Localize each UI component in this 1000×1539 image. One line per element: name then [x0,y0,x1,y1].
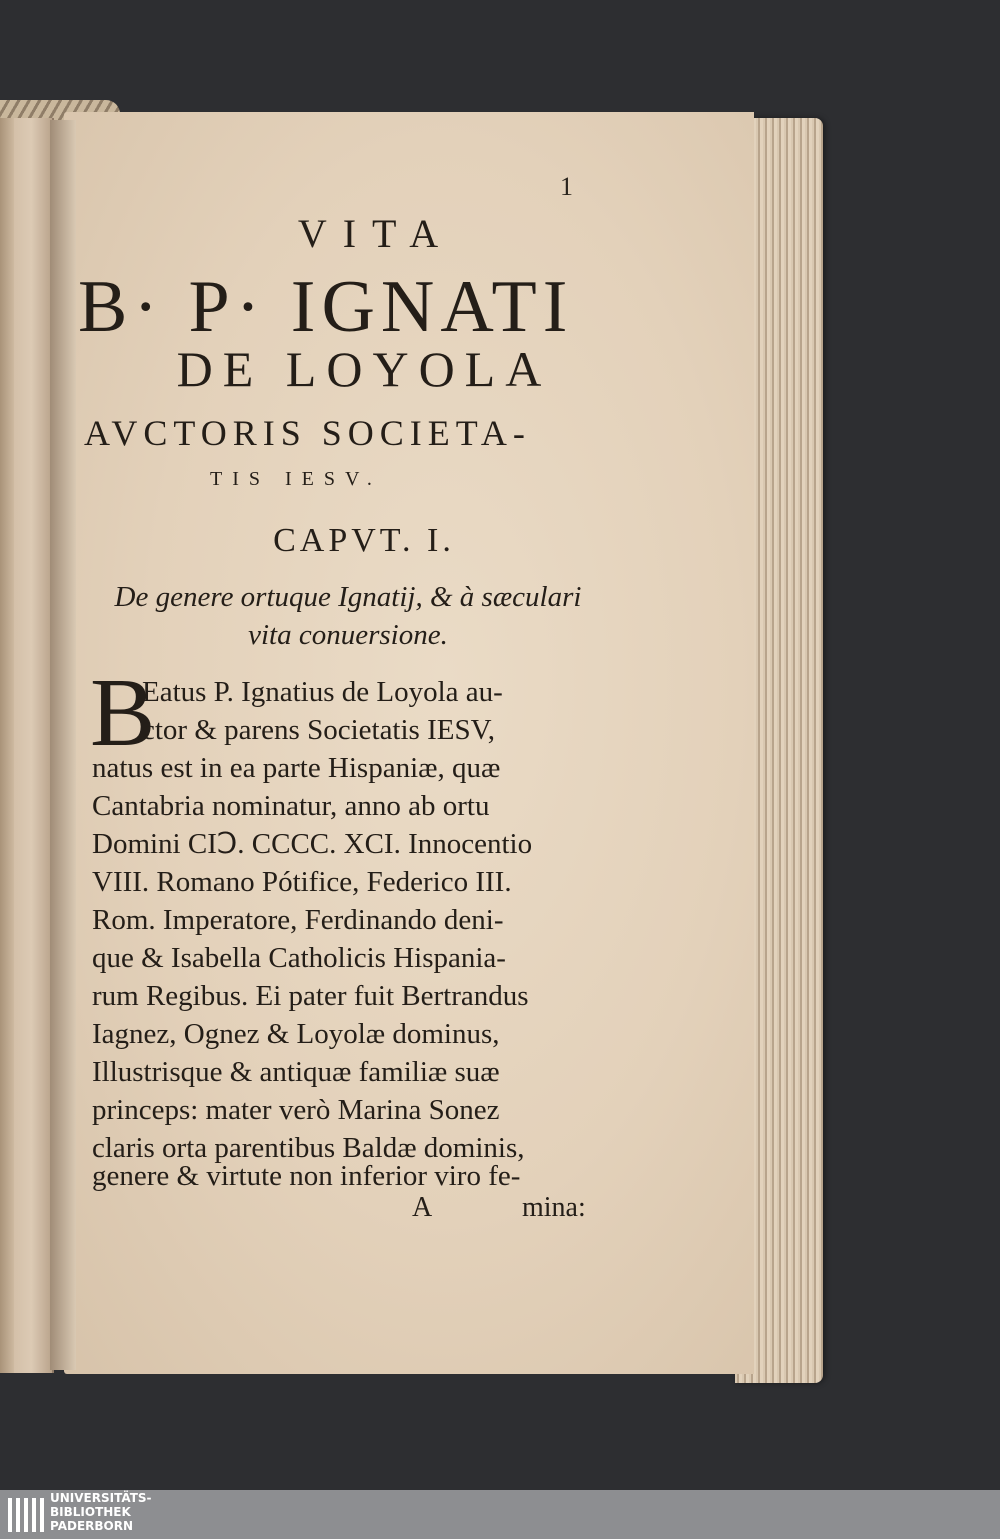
body-line: princeps: mater verò Marina Sonez [92,1094,500,1126]
title-line-vita: VITA [297,211,455,256]
gutter-shadow [50,120,76,1370]
subtitle-line: vita conuersione. [248,619,448,651]
body-line: Eatus P. Ignatius de Loyola au- [142,676,503,708]
body-line: ctor & parens Societatis IESV, [142,714,496,746]
body-line: VIII. Romano Pótifice, Federico III. [92,866,512,898]
catchword: mina: [522,1192,586,1223]
title-line-loyola: DE LOYOLA [176,341,552,397]
subtitle-line: De genere ortuque Ignatij, & à sæculari [114,581,582,613]
body-line: genere & virtute non inferior viro fe- [92,1160,521,1192]
body-line: natus est in ea parte Hispaniæ, quæ [92,752,501,784]
body-line: Iagnez, Ognez & Loyolæ dominus, [92,1018,500,1050]
chapter-heading: CAPVT. I. [273,522,455,559]
footer-bar [0,1490,1000,1539]
chapter-subtitle [88,578,608,654]
drop-capital: B [90,659,156,767]
library-logo-text: UNIVERSITÄTS- BIBLIOTHEK PADERBORN [50,1491,152,1533]
body-line: Illustrisque & antiquæ familiæ suæ [92,1056,500,1088]
library-logo-icon [6,1496,46,1534]
signature-mark: A [412,1192,433,1223]
body-line: rum Regibus. Ei pater fuit Bertrandus [92,980,529,1012]
body-line: claris orta parentibus Baldæ dominis, [92,1132,525,1164]
body-line: que & Isabella Catholicis Hispania- [92,942,506,974]
title-line-name: B· P· IGNATI [78,266,574,348]
body-line: Cantabria nominatur, anno ab ortu [92,790,490,822]
body-line: Domini CIↃ. CCCC. XCI. Innocentio [92,828,533,860]
page-number: 1 [560,172,573,201]
left-page-edge [0,118,14,1373]
title-line-iesu: TIS IESV. [210,468,382,490]
body-line: Rom. Imperatore, Ferdinando deni- [92,904,504,936]
title-line-auctoris: AVCTORIS SOCIETA- [84,413,531,453]
